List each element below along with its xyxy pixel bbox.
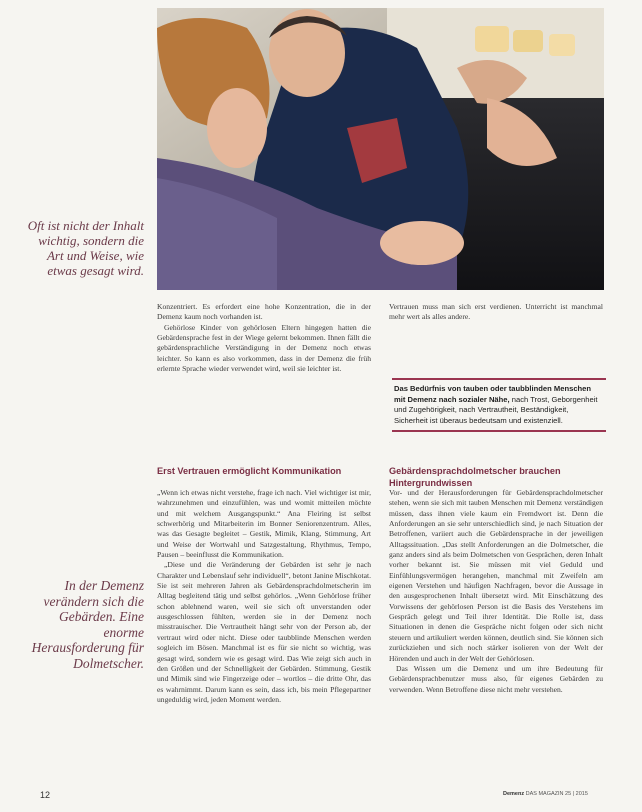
paragraph: „Diese und die Veränderung der Gebärden ist sehr je nach Charakter und Lebenslauf sehr individuell“, betont Janine Mischkotat. Sie ist seit mehreren Jahren als Gebärdensprachdolmetscherin im Alltag begleitend tätig und selbst gehörlos. „Wenn Gehörlose früher schon ablehnend waren, weil sie sich oft unverstanden oder ausgeschlossen fühlten, werden sie in der Demenz noch misstrauischer. Die Vertrautheit hängt sehr von der Person ab, der vertraut wird oder nicht. Diese oder taubblinde Menschen werden sogleich im Bösen. Manchmal ist es für sie nicht so wichtig, was gesagt wird, sondern wie es gesagt wird. Das Wie zeigt sich auch in den Größen und der Schnelligkeit der Gebärden. Stimmung, Gestik und Mimik sind wie Fingerzeige oder – wortlos – die dritte Ohr, das es wahrnimmt. Darum kann es sein, dass ich, bis mein Pflegepartner ungeduldig wird, jeden Moment werden. (157, 560, 371, 704)
footer-credit (503, 791, 588, 797)
section-heading-left: Erst Vertrauen ermöglicht Kommunikation (157, 466, 342, 476)
column-right-top (389, 302, 603, 323)
highlight-box (392, 378, 606, 432)
pull-caption: In der Demenz verändern sich die Gebärden. Eine enorme Herausforderung für Dolmetscher. (31, 578, 144, 671)
photo-illustration (157, 8, 604, 290)
column-right-bottom (389, 488, 603, 695)
column-left-top (157, 302, 371, 374)
paragraph: Vertrauen muss man sich erst verdienen. Unterricht ist manchmal mehr wert als alles andere. (389, 302, 603, 322)
paragraph: Gehörlose Kinder von gehörlosen Eltern hingegen hatten die Gebärdensprache fest in der Wiege gelernt bekommen. Ihnen fällt die gebärdensprachliche Verständigung in der Demenz noch etwas leichter. So kann es also vorkommen, dass in der Demenz die früh erlernte Sprache wieder verwendet wird, weil sie leichter ist. (157, 322, 371, 374)
article-photo (157, 8, 604, 290)
footer-issue: DAS MAGAZIN 25 | 2015 (525, 791, 588, 797)
paragraph: Das Wissen um die Demenz und um ihre Bedeutung für Gebärdensprachbenutzer muss also, für eigenes Gebärden zu verwenden. Wenn Betroffene diese nicht mehr verstehen. (389, 663, 603, 694)
photo-caption: Oft ist nicht der Inhalt wichtig, sondern die Art und Weise, wie etwas gesagt wird. (27, 218, 144, 278)
paragraph: Konzentriert. Es erfordert eine hohe Konzentration, die in der Demenz kaum noch vorhanden ist. (157, 302, 371, 322)
highlight-text: nach Trost, Geborgenheit und Zugehörigkeit, nach Vertrautheit, Beständigkeit, Sicherheit ist überaus bedeutsam und existenziell. (394, 394, 598, 425)
paragraph: Vor- und der Herausforderungen für Gebärdensprachdolmetscher stehen, wenn sie sich mit tauben Menschen mit Demenz verständigen müssen, dass ihnen viele kaum ein Fremdwort ist. Denn die Anforderungen an sie sehr unterschiedlich sind, je nach Situation der Betroffenen, variiert auch die Gebärdensprache in der jeweiligen Alltagssituation. „Das stellt Anforderungen an die Dolmetscher, die ganz anders sind als beim Dolmetschen von Gesprächen, deren Inhalt vorher bekannt ist. Sie müssen mit viel Geduld und Einfühlungsvermögen herangehen, manchmal mit Zweifeln am eigenen Verstehen und häufigen Nachfragen, bevor die Aussage in den ausgesprochenen Inhalt übersetzt wird. Mit Einschätzung des Vorwissens der gehörlosen Person ist die Basis des Verstehens im Gespräch gelegt und Teil ihrer Identität. Die Rolle ist, dass Situationen in denen die Gespräche nicht folgen oder sich nicht steuern und artikuliert werden können, deutlich sind. Sie können sich zurückziehen und sich noch stärker isolieren von der Welt der Hörenden und auch in der Welt der Gehörlosen. (389, 488, 603, 663)
section-heading-right: Gebärdensprachdolmetscher brauchen Hintergrundwissen (389, 466, 561, 488)
footer-brand: Demenz (503, 791, 525, 797)
page-number: 12 (40, 790, 51, 800)
column-left-bottom (157, 488, 371, 705)
highlight-bold-text: Das Bedürfnis von tauben oder taubblinden Menschen mit Demenz nach sozialer Nähe, (394, 384, 592, 404)
paragraph: „Wenn ich etwas nicht verstehe, frage ich nach. Viel wichtiger ist mir, wahrzunehmen und einzufühlen, was und womit mitteilen möchte und mit welchem Ausgangspunkt.“ Ana Fleiring ist selbst schwerhörig und Mitarbeiterin im Bonner Seniorenzentrum. Alles, was das Gesagte begleitet – Gestik, Mimik, Klang, Stimmung, Art und Weise der Wortwahl und Satzgestaltung, Rhythmus, Tempo, Pausen – beeinflusst die Kommunikation. (157, 488, 371, 560)
